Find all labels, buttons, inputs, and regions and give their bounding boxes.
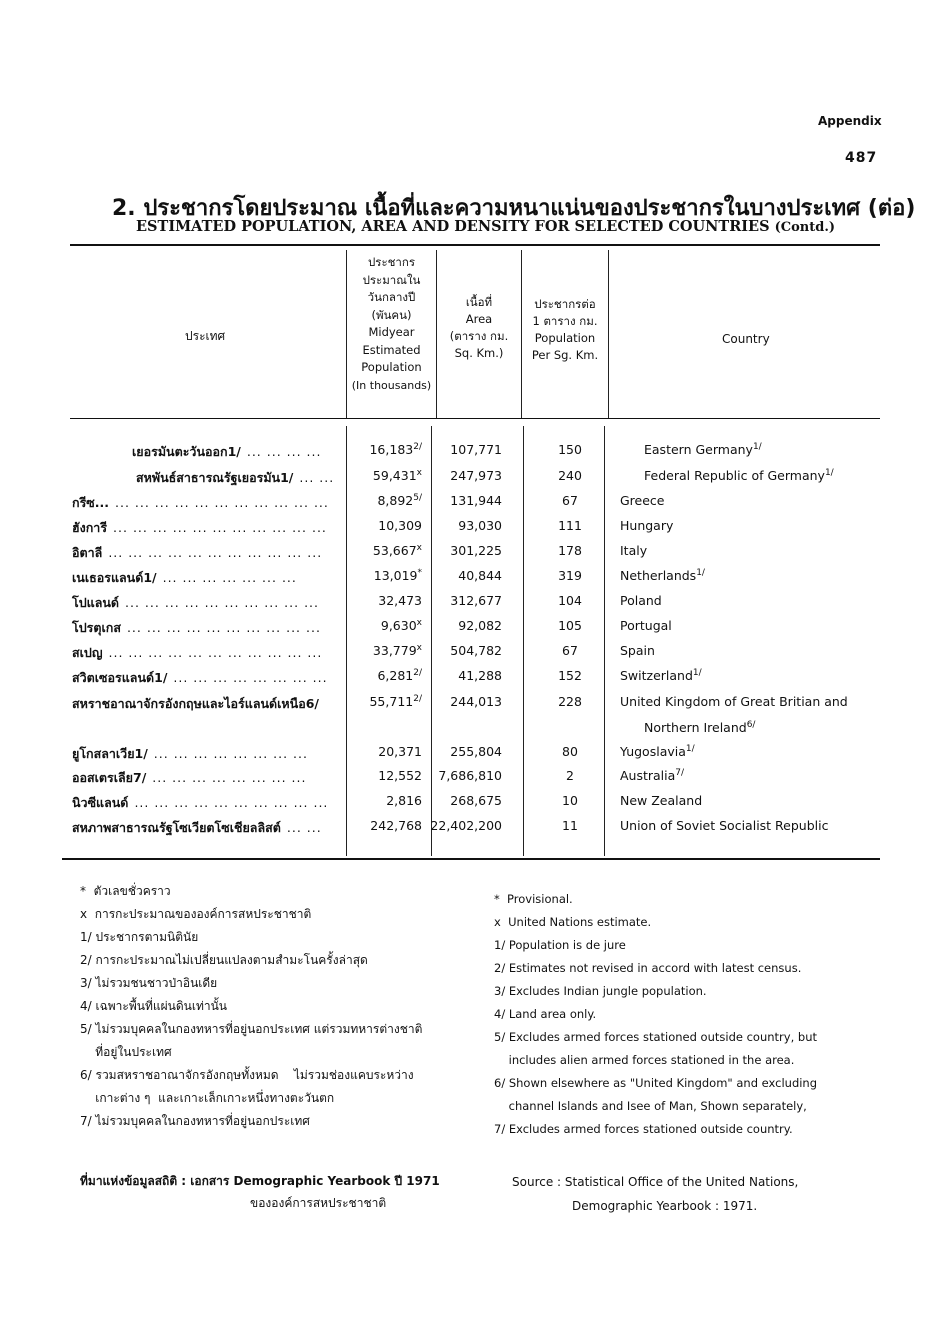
country-thai [72, 543, 322, 563]
leader-dots: ... ... ... ... ... ... ... ... ... ... ... [113, 520, 327, 535]
country-english [620, 818, 828, 833]
area-value: 7,686,810 [438, 768, 502, 783]
country-thai-text: โปรตุเกส [72, 620, 121, 635]
population-value: 20,371 [378, 744, 422, 760]
country-english [620, 744, 695, 759]
country-english [620, 694, 848, 709]
header-population-line: (พันคน) [371, 307, 412, 322]
country-thai [132, 442, 321, 462]
country-thai-text: สวิตเซอรแลนด์1/ [72, 670, 168, 685]
population-cell [338, 618, 422, 633]
country-english [620, 668, 702, 683]
country-thai [72, 568, 297, 588]
header-population-line: Midyear [368, 325, 415, 339]
density-value: 105 [558, 618, 582, 633]
note-thai: * ตัวเลขชั่วคราว [80, 884, 171, 898]
density-value: 2 [566, 768, 574, 783]
population-value: 55,711 [369, 694, 414, 710]
table-row [0, 493, 950, 517]
country-thai [72, 618, 321, 638]
country-thai-text: ออสเตรเลีย7/ [72, 770, 147, 785]
country-thai [72, 668, 328, 688]
population-cell [338, 518, 422, 533]
population-value: 16,183 [369, 442, 414, 458]
header-country-thai: ประเทศ [185, 329, 226, 343]
leader-dots: ... ... ... ... ... ... ... ... ... ... [125, 595, 319, 610]
note-thai: 6/ รวมสหราชอาณาจักรอังกฤษทั้งหมด ไม่รวมช่องแคบระหว่าง [80, 1068, 414, 1082]
population-cell [338, 493, 422, 508]
leader-dots: ... ... ... ... ... ... ... ... ... ... [126, 620, 321, 635]
population-cell [338, 694, 422, 709]
area-value: 312,677 [450, 593, 502, 608]
country-thai-text: ยูโกสลาเวีย1/ [72, 746, 148, 761]
country-thai-text: นิวซีแลนด์ [72, 795, 129, 810]
header-bottom-rule [70, 418, 880, 419]
note-english: 2/ Estimates not revised in accord with latest census. [494, 961, 802, 975]
header-density-line: Per Sg. Km. [531, 348, 599, 362]
leader-dots: ... ... ... ... ... ... ... ... [173, 670, 328, 685]
col-divider-4 [608, 250, 609, 418]
area-value: 255,804 [450, 744, 502, 759]
table-row [0, 768, 950, 792]
density-value: 152 [558, 668, 582, 683]
density-value: 104 [558, 593, 582, 608]
country-thai-text: อิตาลี [72, 545, 103, 560]
source-english-line: Demographic Yearbook : 1971. [572, 1199, 758, 1213]
country-english [620, 643, 655, 658]
population-cell [338, 768, 422, 783]
title-english [136, 218, 835, 235]
density-value: 228 [558, 694, 582, 709]
area-value: 93,030 [458, 518, 502, 533]
table-row [0, 643, 950, 667]
population-value: 10,309 [378, 518, 422, 534]
area-value: 22,402,200 [430, 818, 502, 833]
source-thai-line: ขององค์การสหประชาชาติ [250, 1196, 387, 1210]
note-english: 7/ Excludes armed forces stationed outside country. [494, 1122, 793, 1136]
population-note: * [417, 568, 422, 578]
population-cell [338, 643, 422, 658]
country-thai-text: สหพันธ์สาธารณรัฐเยอรมัน1/ [136, 470, 294, 485]
country-english-text: Portugal [620, 618, 672, 634]
area-value: 41,288 [458, 668, 502, 683]
density-value: 67 [562, 643, 578, 658]
density-value: 111 [558, 518, 582, 533]
country-thai [72, 793, 328, 813]
country-note: 1/ [824, 468, 834, 478]
area-value: 92,082 [458, 618, 502, 633]
country-thai [72, 694, 325, 714]
country-thai-text: โปแลนด์ [72, 595, 120, 610]
population-cell [338, 442, 422, 457]
country-thai-text: สหราชอาณาจักรอังกฤษและไอร์แลนด์เหนือ6/ [72, 696, 319, 711]
note-english: 3/ Excludes Indian jungle population. [494, 984, 707, 998]
header-population-line: วันกลางปี [367, 290, 416, 304]
country-english-text: Switzerland [620, 668, 693, 684]
leader-dots: ... ... ... ... ... ... ... ... ... ... ... [108, 545, 323, 560]
source-thai-line: ที่มาแห่งข้อมูลสถิติ : เอกสาร Demographic Yearbook ปี 1971 [80, 1174, 440, 1188]
table-row [0, 668, 950, 692]
country-english [620, 768, 684, 783]
table-row [0, 593, 950, 617]
country-english [620, 518, 673, 533]
table-row [0, 518, 950, 542]
population-cell [338, 818, 422, 833]
source-english-line: Source : Statistical Office of the United Nations, [512, 1175, 799, 1189]
population-note: x [416, 543, 422, 553]
country-english-text: Eastern Germany [644, 442, 753, 458]
table-row [0, 568, 950, 592]
note-english: 1/ Population is de jure [494, 938, 626, 952]
leader-dots: ... ... ... ... ... ... ... ... ... ... ... [108, 645, 323, 660]
country-english-text: Australia [620, 768, 676, 784]
country-english-text: Union of Soviet Socialist Republic [620, 818, 829, 834]
population-note: x [416, 643, 422, 653]
header-area-line: Sq. Km.) [454, 346, 504, 360]
population-value: 6,281 [377, 668, 414, 684]
header-area-line: เนื้อที่ [465, 295, 493, 309]
area-value: 504,782 [450, 643, 502, 658]
country-note: 1/ [696, 568, 705, 578]
country-note: 7/ [675, 768, 685, 778]
population-value: 8,892 [377, 493, 414, 509]
country-english [620, 793, 702, 808]
area-value: 131,944 [450, 493, 502, 508]
density-value: 240 [558, 468, 582, 483]
leader-dots: ... ... [299, 470, 335, 485]
population-cell [338, 744, 422, 759]
country-english [644, 720, 755, 735]
population-value: 2,816 [386, 793, 422, 809]
note-thai: 7/ ไม่รวมบุคคลในกองทหารที่อยู่นอกประเทศ [80, 1114, 310, 1128]
header-population [347, 254, 436, 394]
country-english-text: Netherlands [620, 568, 697, 584]
leader-dots: ... ... ... ... ... ... ... ... [152, 770, 307, 785]
country-thai [136, 468, 334, 488]
density-value: 67 [562, 493, 578, 508]
population-value: 13,019 [373, 568, 418, 584]
table-row [0, 793, 950, 817]
density-value: 80 [562, 744, 578, 759]
country-note: 6/ [746, 720, 756, 730]
country-english-text: Poland [620, 593, 662, 609]
density-value: 10 [562, 793, 578, 808]
note-english: 4/ Land area only. [494, 1007, 597, 1021]
area-value: 301,225 [450, 543, 502, 558]
header-population-line: (In thousands) [351, 378, 432, 392]
note-thai: เกาะต่าง ๆ และเกาะเล็กเกาะหนึ่งทางตะวันตก [80, 1091, 335, 1105]
table-row [0, 468, 950, 492]
population-note: 2/ [413, 694, 422, 704]
country-thai [72, 518, 327, 538]
table-row [0, 694, 950, 718]
page-number: 487 [845, 150, 878, 166]
country-english-text: Federal Republic of Germany [644, 468, 825, 484]
population-value: 59,431 [372, 468, 417, 484]
population-cell [338, 593, 422, 608]
header-population-line: Estimated [362, 342, 421, 357]
density-value: 178 [558, 543, 582, 558]
country-english [620, 568, 705, 583]
country-thai-text: เนเธอรแลนด์1/ [72, 570, 157, 585]
note-thai: 4/ เฉพาะพื้นที่แผ่นดินเท่านั้น [80, 999, 228, 1013]
appendix-label: Appendix [818, 114, 882, 128]
country-english [644, 442, 762, 457]
table-row [0, 543, 950, 567]
country-english-text: Greece [620, 493, 665, 509]
table-row [0, 818, 950, 842]
note-thai: 1/ ประชากรตามนิตินัย [80, 930, 199, 944]
country-thai-text: เยอรมันตะวันออก1/ [132, 444, 241, 459]
country-thai [72, 744, 308, 764]
country-thai-text: กรีซ... [72, 495, 110, 510]
population-cell [338, 543, 422, 558]
country-english-text: Yugoslavia [620, 744, 686, 760]
note-english: * Provisional. [494, 892, 573, 906]
country-note: 1/ [685, 744, 695, 754]
population-cell [338, 668, 422, 683]
leader-dots: ... ... ... ... ... ... ... [162, 570, 297, 585]
country-thai [72, 593, 319, 613]
density-value: 150 [558, 442, 582, 457]
country-english-text: Hungary [620, 518, 674, 534]
population-value: 12,552 [378, 768, 422, 784]
country-thai [72, 768, 306, 788]
title-thai: 2. ประชากรโดยประมาณ เนื้อที่และความหนาแน่นของประชากรในบางประเทศ (ต่อ) [112, 196, 916, 221]
population-note: 2/ [413, 668, 422, 678]
density-value: 319 [558, 568, 582, 583]
country-english [620, 543, 647, 558]
note-english: channel Islands and Isee of Man, Shown separately, [494, 1099, 807, 1113]
population-cell [338, 793, 422, 808]
note-english: x United Nations estimate. [494, 915, 652, 929]
header-area-line: Area [465, 312, 493, 326]
density-value: 11 [562, 818, 578, 833]
population-note: x [416, 468, 422, 478]
leader-dots: ... ... ... ... ... ... ... ... ... ... [134, 795, 329, 810]
country-thai [72, 720, 78, 735]
title-contd: (Contd.) [774, 220, 836, 235]
country-english [620, 618, 672, 633]
leader-dots: ... ... [286, 820, 322, 835]
country-thai-text: ฮังการี [72, 520, 108, 535]
area-value: 107,771 [450, 442, 502, 457]
note-thai: 2/ การกะประมาณไม่เปลี่ยนแปลงตามสำมะโนครั้งล่าสุด [80, 953, 368, 967]
population-note: x [416, 618, 422, 628]
source-thai [80, 1170, 440, 1214]
country-thai-text: สหภาพสาธารณรัฐโซเวียตโซเชียลลิสต์ [72, 820, 281, 835]
table-top-rule [70, 244, 880, 246]
table-bottom-rule [62, 858, 880, 860]
country-english [620, 593, 662, 608]
country-english-text: Spain [620, 643, 655, 659]
country-thai [72, 493, 329, 513]
country-english-text: New Zealand [620, 793, 703, 809]
country-thai [72, 643, 322, 663]
header-population-line: Population [361, 360, 422, 374]
header-density [522, 296, 608, 364]
header-density-line: Population [534, 331, 596, 345]
area-value: 244,013 [450, 694, 502, 709]
population-cell [338, 468, 422, 483]
header-area [437, 294, 521, 362]
area-value: 268,675 [450, 793, 502, 808]
notes-thai [80, 880, 422, 1133]
population-value: 53,667 [372, 543, 417, 559]
note-english: 5/ Excludes armed forces stationed outside country, but [494, 1030, 817, 1044]
area-value: 247,973 [450, 468, 502, 483]
country-english [644, 468, 834, 483]
header-area-line: (ตาราง กม. [449, 329, 509, 343]
population-value: 9,630 [380, 618, 417, 634]
header-density-line: ประชากรต่อ [534, 297, 596, 311]
title-english-text: ESTIMATED POPULATION, AREA AND DENSITY FOR SELECTED COUNTRIES [136, 218, 770, 235]
table-row [0, 744, 950, 768]
country-thai-text: สเปญ [72, 645, 103, 660]
header-population-line: ประชากร [367, 255, 416, 269]
country-note: 1/ [752, 442, 762, 452]
leader-dots: ... ... ... ... ... ... ... ... ... ... ... [115, 495, 329, 510]
country-english-text: United Kingdom of Great Britian and [620, 694, 848, 710]
area-value: 40,844 [458, 568, 502, 583]
population-cell [338, 568, 422, 583]
leader-dots: ... ... ... ... [246, 444, 322, 459]
note-thai: x การกะประมาณขององค์การสหประชาชาติ [80, 907, 312, 921]
note-thai: 5/ ไม่รวมบุคคลในกองทหารที่อยู่นอกประเทศ แต่รวมทหารต่างชาติ [80, 1022, 423, 1036]
country-thai [72, 818, 322, 838]
header-density-line: 1 ตาราง กม. [532, 314, 598, 328]
country-english [620, 493, 665, 508]
country-english-text: Italy [620, 543, 648, 559]
population-value: 33,779 [372, 643, 417, 659]
header-country-english: Country [722, 332, 770, 346]
table-row [0, 442, 950, 466]
note-english: includes alien armed forces stationed in the area. [494, 1053, 795, 1067]
country-note: 1/ [692, 668, 702, 678]
table-row [0, 720, 950, 744]
table-row [0, 618, 950, 642]
source-english [512, 1170, 798, 1218]
country-english-text: Northern Ireland [644, 720, 747, 736]
notes-english [494, 888, 817, 1141]
note-english: 6/ Shown elsewhere as "United Kingdom" and excluding [494, 1076, 818, 1090]
note-thai: ที่อยู่ในประเทศ [80, 1045, 172, 1059]
note-thai: 3/ ไม่รวมชนชาวป่าอินเดีย [80, 976, 218, 990]
leader-dots: ... ... ... ... ... ... ... ... [153, 746, 308, 761]
population-value: 242,768 [370, 818, 422, 834]
population-note: 2/ [413, 442, 422, 452]
population-note: 5/ [413, 493, 422, 503]
header-population-line: ประมาณใน [362, 272, 421, 287]
population-value: 32,473 [378, 593, 422, 609]
